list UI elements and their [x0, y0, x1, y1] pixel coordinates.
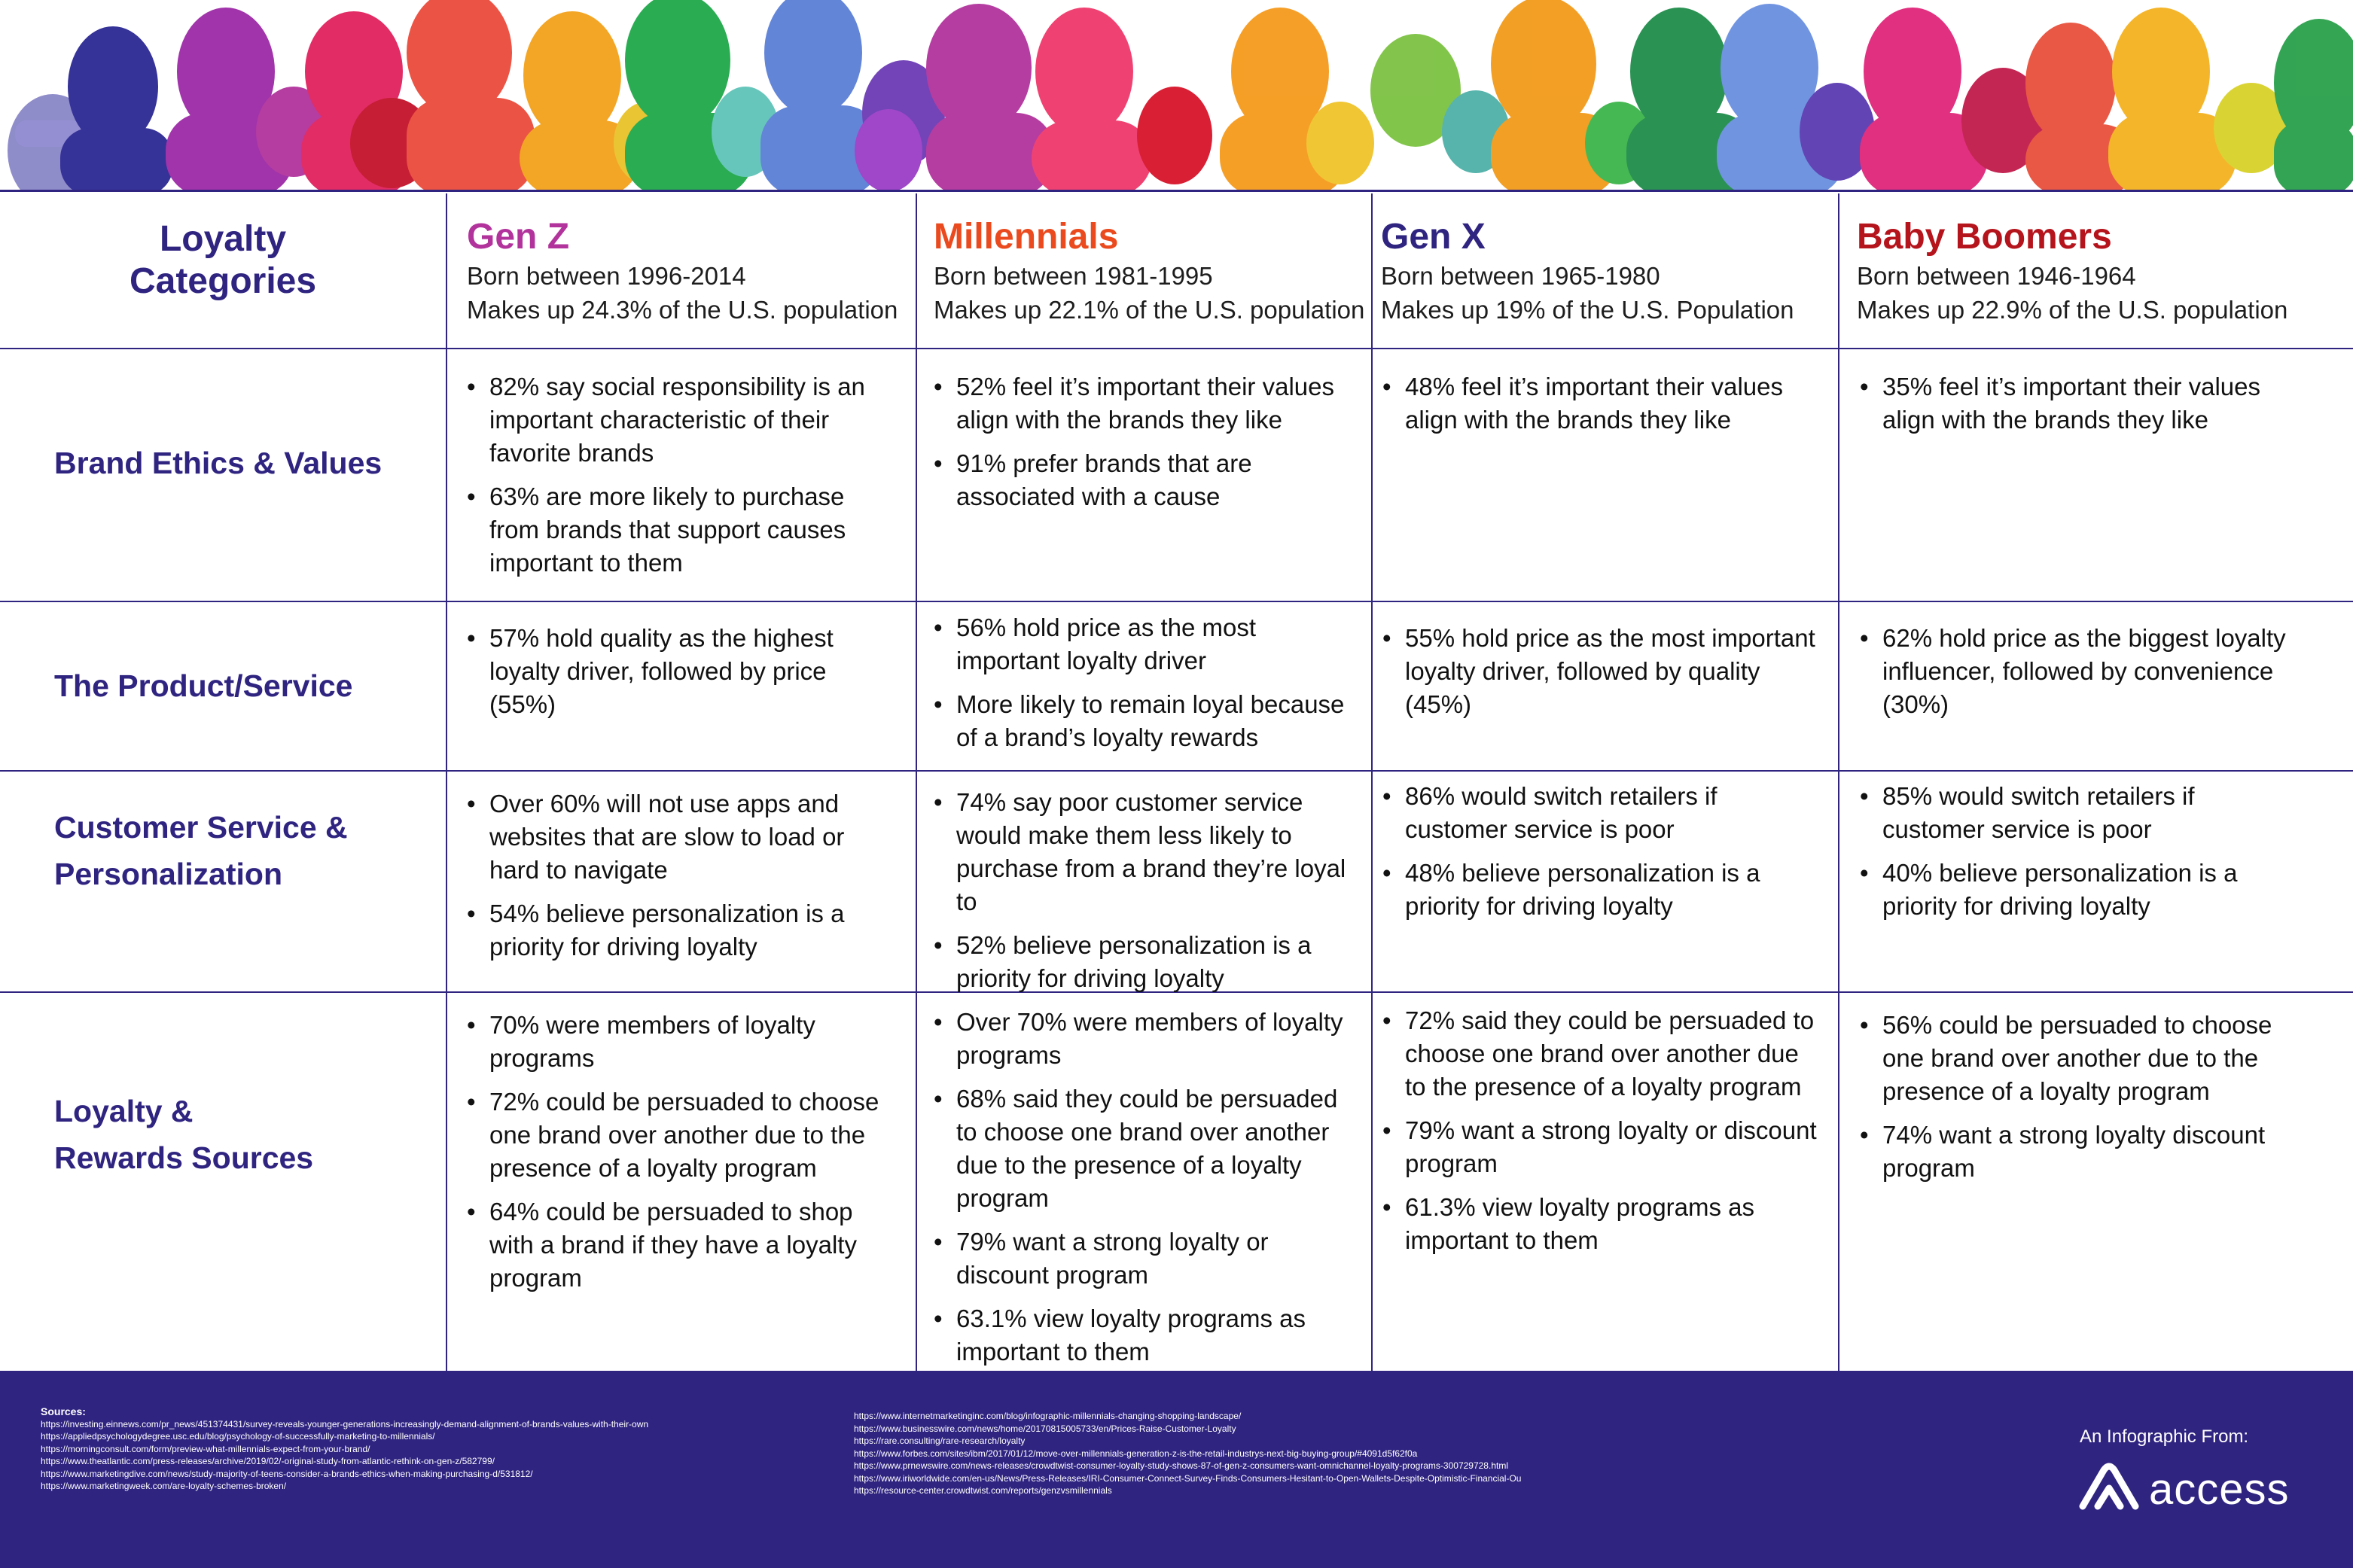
source-link[interactable]: https://www.internetmarketinginc.com/blog/infographic-millennials-changing-shopping-landscape/ [854, 1411, 1242, 1421]
row-divider [0, 770, 2353, 772]
row-label-line: The Product/Service [54, 668, 353, 703]
list-item: • Over 70% were members of loyalty programs [932, 1006, 1365, 1072]
list-item: • 72% said they could be persuaded to choose one brand over another due to the presence of a loyalty program [1381, 1004, 1818, 1104]
cell-loyalty-millennials [932, 1006, 1365, 1379]
generation-population: Makes up 22.1% of the U.S. population [934, 296, 1365, 324]
banner-divider [0, 190, 2353, 192]
source-link[interactable]: https://www.marketingdive.com/news/study-majority-of-teens-consider-a-brands-ethics-when-making-purchasing-d/531812/ [41, 1468, 533, 1479]
list-item: • 82% say social responsibility is an important characteristic of their favorite brands [465, 370, 895, 470]
row-divider [0, 348, 2353, 349]
column-divider [1371, 193, 1373, 1371]
cell-customer-service-gen-x [1381, 780, 1818, 933]
sources-title: Sources: [41, 1405, 86, 1417]
list-item: • 35% feel it’s important their values align with the brands they like [1858, 370, 2303, 437]
list-item: • More likely to remain loyal because of a brand’s loyalty rewards [932, 688, 1361, 754]
list-item: • 79% want a strong loyalty or discount program [1381, 1114, 1818, 1180]
list-item: • 74% say poor customer service would make them less likely to purchase from a brand they’re loyal to [932, 786, 1361, 918]
generation-born: Born between 1965-1980 [1381, 262, 1660, 290]
generation-born: Born between 1946-1964 [1857, 262, 2136, 290]
generation-born: Born between 1996-2014 [467, 262, 746, 290]
list-item: • 72% could be persuaded to choose one brand over another due to the presence of a loyalty program [465, 1085, 895, 1185]
generation-population: Makes up 22.9% of the U.S. population [1857, 296, 2288, 324]
gen-z-header [467, 215, 898, 327]
logo-wordmark: access [2149, 1465, 2290, 1514]
silhouette-banner [0, 0, 2353, 192]
cell-loyalty-boomers [1858, 1009, 2303, 1195]
list-item: • 79% want a strong loyalty or discount program [932, 1225, 1365, 1292]
source-link[interactable]: https://rare.consulting/rare-research/loyalty [854, 1436, 1026, 1446]
heading-line: Loyalty [159, 219, 287, 259]
list-item: • 74% want a strong loyalty discount program [1858, 1119, 2303, 1185]
list-item: • 40% believe personalization is a priority for driving loyalty [1858, 857, 2303, 923]
list-item: • 52% believe personalization is a priority for driving loyalty [932, 929, 1361, 995]
source-link[interactable]: https://www.businesswire.com/news/home/20170815005733/en/Prices-Raise-Customer-Loyalty [854, 1423, 1236, 1434]
list-item: • 63.1% view loyalty programs as important to them [932, 1302, 1365, 1369]
source-link[interactable]: https://investing.einnews.com/pr_news/451374431/survey-reveals-younger-generations-increasingly-demand-alignment-of-brands-values-with-their-own [41, 1418, 649, 1429]
row-label-customer-service [54, 804, 431, 897]
column-divider [916, 193, 917, 1371]
row-label-line: Rewards Sources [54, 1140, 314, 1175]
list-item: • 48% feel it’s important their values align with the brands they like [1381, 370, 1818, 437]
source-link[interactable]: https://www.marketingweek.com/are-loyalty-schemes-broken/ [41, 1481, 287, 1491]
gen-x-header [1381, 215, 1794, 327]
source-link[interactable]: https://morningconsult.com/form/preview-what-millennials-expect-from-your-brand/ [41, 1443, 370, 1454]
list-item: • 64% could be persuaded to shop with a brand if they have a loyalty program [465, 1195, 895, 1295]
cell-brand-ethics-millennials [932, 370, 1361, 524]
generation-name: Millennials [934, 217, 1119, 257]
generation-population: Makes up 24.3% of the U.S. population [467, 296, 898, 324]
generation-born: Born between 1981-1995 [934, 262, 1213, 290]
list-item: • 56% hold price as the most important loyalty driver [932, 611, 1361, 677]
list-item: • 68% said they could be persuaded to choose one brand over another due to the presence of a loyalty program [932, 1082, 1365, 1215]
millennials-header [934, 215, 1364, 327]
cell-product-gen-x [1381, 622, 1818, 732]
sources-right [854, 1410, 1712, 1497]
generation-name: Gen X [1381, 217, 1486, 257]
source-link[interactable]: https://resource-center.crowdtwist.com/reports/genzvsmillennials [854, 1485, 1112, 1496]
access-logo [2075, 1460, 2294, 1520]
footer [0, 1371, 2353, 1568]
source-link[interactable]: https://appliedpsychologydegree.usc.edu/blog/psychology-of-successfully-marketing-to-millennials/ [41, 1431, 435, 1442]
cell-brand-ethics-boomers [1858, 370, 2303, 447]
list-item: • 52% feel it’s important their values align with the brands they like [932, 370, 1361, 437]
cell-brand-ethics-gen-x [1381, 370, 1818, 447]
heading-line: Categories [129, 261, 317, 301]
generation-population: Makes up 19% of the U.S. Population [1381, 296, 1794, 324]
generation-name: Gen Z [467, 217, 570, 257]
loyalty-categories-heading [0, 218, 446, 303]
row-divider [0, 601, 2353, 602]
list-item: • 85% would switch retailers if customer service is poor [1858, 780, 2303, 846]
column-divider [446, 193, 447, 1371]
cell-loyalty-gen-z [465, 1009, 895, 1305]
source-link[interactable]: https://www.iriworldwide.com/en-us/News/Press-Releases/IRI-Consumer-Connect-Survey-Finds-Consumers-Hesitant-to-Open-Wallets-Despite-Optimistic-Financial-Ou [854, 1472, 1522, 1484]
cell-customer-service-millennials [932, 786, 1361, 1006]
list-item: • 63% are more likely to purchase from brands that support causes important to them [465, 480, 895, 580]
row-label-line: Brand Ethics & Values [54, 446, 383, 480]
source-link[interactable]: https://www.prnewswire.com/news-releases/crowdtwist-consumer-loyalty-study-shows-87-of-gen-z-consumers-want-omnichannel-loyalty-programs-300729728.html [854, 1460, 1508, 1471]
list-item: • 91% prefer brands that are associated with a cause [932, 447, 1361, 513]
source-link[interactable]: https://www.forbes.com/sites/ibm/2017/01/12/move-over-millennials-generation-z-is-the-retail-industrys-next-big-buying-group/#4091d5f62f0a [854, 1448, 1418, 1459]
infographic-credit: An Infographic From: [2080, 1426, 2249, 1447]
list-item: • Over 60% will not use apps and websites that are slow to load or hard to navigate [465, 787, 895, 887]
list-item: • 48% believe personalization is a priority for driving loyalty [1381, 857, 1818, 923]
cell-product-millennials [932, 611, 1361, 765]
baby-boomers-header [1857, 215, 2287, 327]
column-divider [1838, 193, 1839, 1371]
list-item: • 55% hold price as the most important loyalty driver, followed by quality (45%) [1381, 622, 1818, 721]
row-label-product-service [54, 662, 431, 709]
cell-customer-service-boomers [1858, 780, 2303, 933]
list-item: • 54% believe personalization is a priority for driving loyalty [465, 897, 895, 964]
cell-loyalty-gen-x [1381, 1004, 1818, 1268]
cell-customer-service-gen-z [465, 787, 895, 974]
access-logo-icon [2075, 1460, 2143, 1520]
source-link[interactable]: https://www.theatlantic.com/press-releases/archive/2019/02/-original-study-from-atlantic-rethink-on-gen-z/582799/ [41, 1456, 495, 1466]
list-item: • 62% hold price as the biggest loyalty influencer, followed by convenience (30%) [1858, 622, 2303, 721]
sources-left [41, 1405, 839, 1493]
row-label-brand-ethics [54, 440, 431, 486]
list-item: • 57% hold quality as the highest loyalty driver, followed by price (55%) [465, 622, 895, 721]
row-label-line: Personalization [54, 857, 283, 891]
cell-product-boomers [1858, 622, 2303, 732]
cell-brand-ethics-gen-z [465, 370, 895, 590]
list-item: • 61.3% view loyalty programs as important to them [1381, 1191, 1818, 1257]
row-label-line: Loyalty & [54, 1094, 194, 1128]
list-item: • 86% would switch retailers if customer service is poor [1381, 780, 1818, 846]
list-item: • 56% could be persuaded to choose one brand over another due to the presence of a loyalty program [1858, 1009, 2303, 1108]
row-label-line: Customer Service & [54, 810, 348, 845]
generation-name: Baby Boomers [1857, 217, 2112, 257]
cell-product-gen-z [465, 622, 895, 732]
row-label-loyalty-rewards [54, 1088, 431, 1181]
people-silhouettes-image [0, 0, 2353, 192]
list-item: • 70% were members of loyalty programs [465, 1009, 895, 1075]
